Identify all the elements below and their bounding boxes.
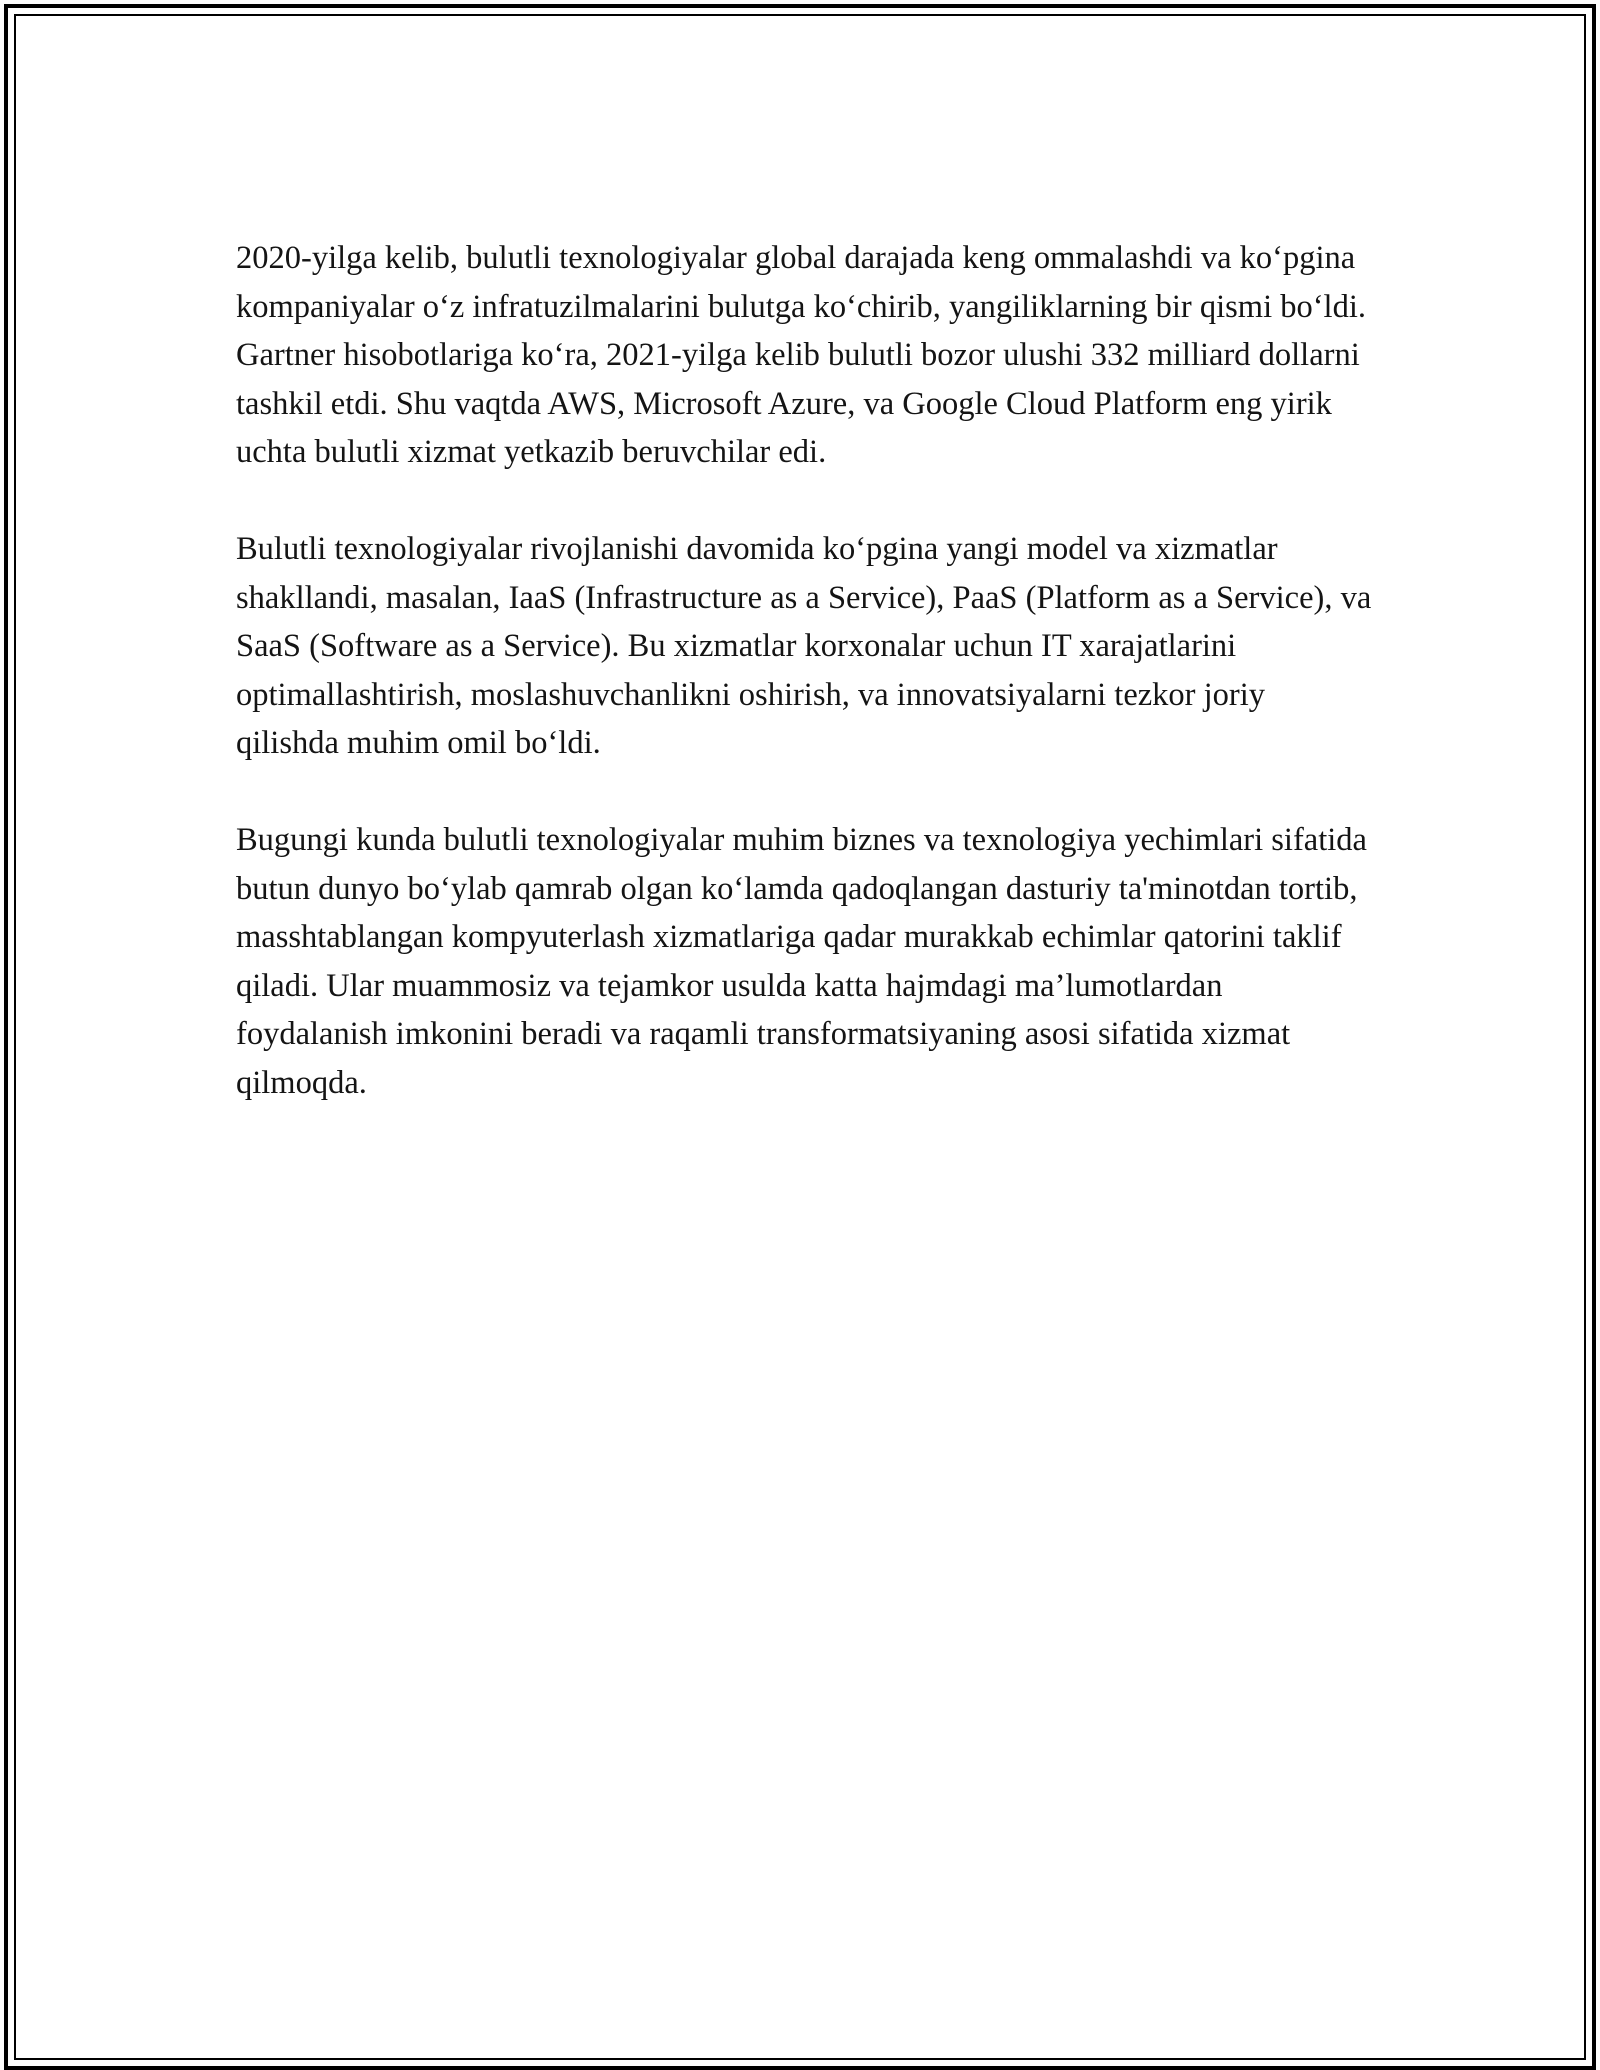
document-body bbox=[236, 234, 1376, 1107]
paragraph-1: 2020-yilga kelib, bulutli texnologiyalar global darajada keng ommalashdi va ko‘pgina kompaniyalar o‘z infratuzilmalarini bulutga ko‘chirib, yangiliklarning bir qismi bo‘ldi. Gartner hisobotlariga ko‘ra, 2021-yilga kelib bulutli bozor ulushi 332 milliard dollarni tashkil etdi. Shu vaqtda AWS, Microsoft Azure, va Google Cloud Platform eng yirik uchta bulutli xizmat yetkazib beruvchilar edi. bbox=[236, 240, 1366, 470]
paragraph-2: Bulutli texnologiyalar rivojlanishi davomida ko‘pgina yangi model va xizmatlar shakllandi, masalan, IaaS (Infrastructure as a Service), PaaS (Platform as a Service), va SaaS (Software as a Service). Bu xizmatlar korxonalar uchun IT xarajatlarini optimallashtirish, moslashuvchanlikni oshirish, va innovatsiyalarni tezkor joriy qilishda muhim omil bo‘ldi. bbox=[236, 531, 1372, 761]
paragraph-3: Bugungi kunda bulutli texnologiyalar muhim biznes va texnologiya yechimlari sifatida butun dunyo bo‘ylab qamrab olgan ko‘lamda qadoqlangan dasturiy ta'minotdan tortib, masshtablangan kompyuterlash xizmatlariga qadar murakkab echimlar qatorini taklif qiladi. Ular muammosiz va tejamkor usulda katta hajmdagi ma’lumotlardan foydalanish imkonini beradi va raqamli transformatsiyaning asosi sifatida xizmat qilmoqda. bbox=[236, 822, 1367, 1101]
